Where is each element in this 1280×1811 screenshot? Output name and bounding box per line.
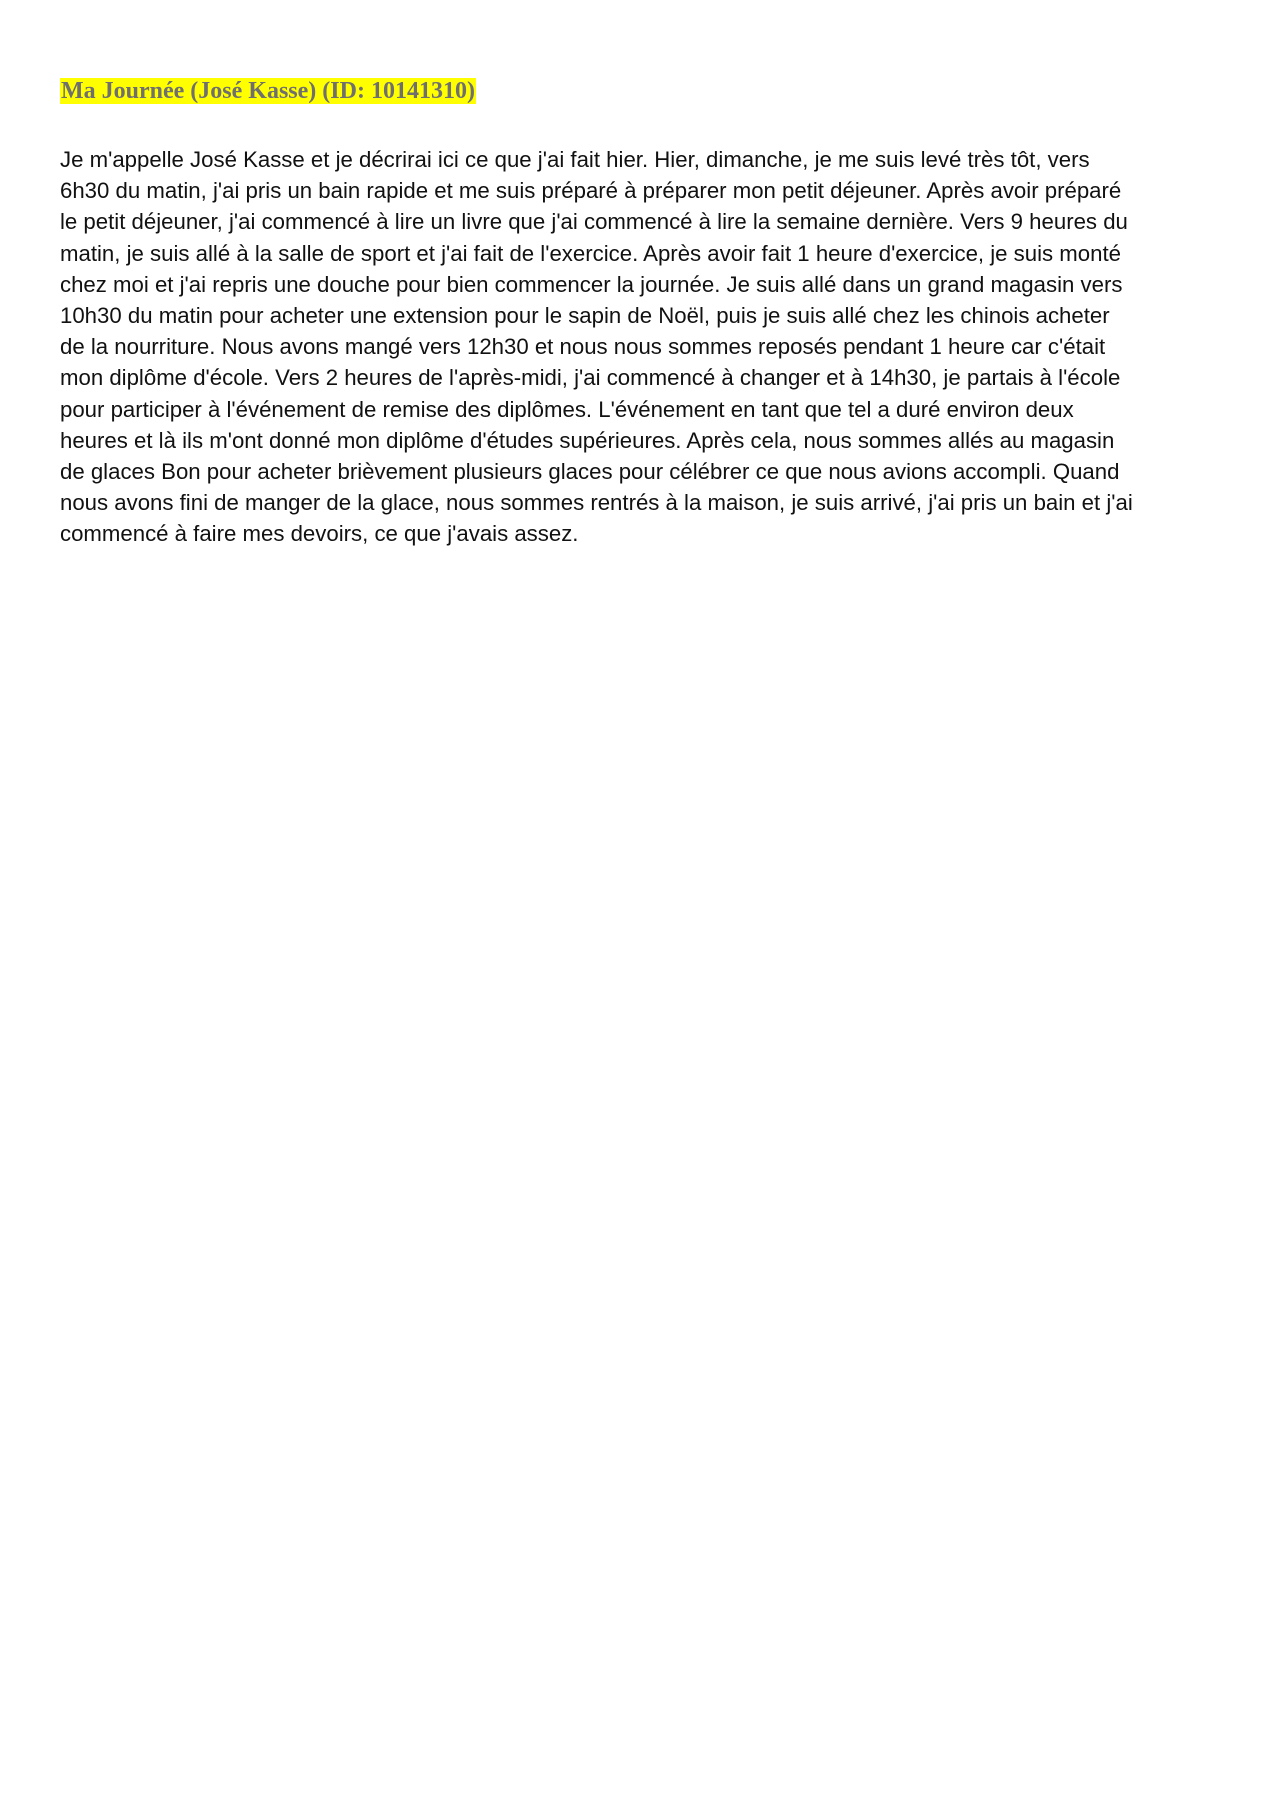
document-title: [60, 76, 476, 106]
body-line: mon diplôme d'école. Vers 2 heures de l'après-midi, j'ai commencé à changer et à 14h30, je partais à l'école: [60, 365, 1121, 391]
body-line: matin, je suis allé à la salle de sport et j'ai fait de l'exercice. Après avoir fait 1 heure d'exercice, je suis monté: [60, 240, 1121, 266]
body-line: le petit déjeuner, j'ai commencé à lire un livre que j'ai commencé à lire la semaine dernière. Vers 9 heures du: [60, 209, 1128, 235]
body-line: chez moi et j'ai repris une douche pour bien commencer la journée. Je suis allé dans un grand magasin vers: [60, 271, 1123, 297]
body-line: de glaces Bon pour acheter brièvement plusieurs glaces pour célébrer ce que nous avions accompli. Quand: [60, 459, 1120, 485]
document-body: [60, 144, 1235, 550]
body-line: Je m'appelle José Kasse et je décrirai ici ce que j'ai fait hier. Hier, dimanche, je me suis levé très tôt, vers: [60, 147, 1090, 172]
body-line: heures et là ils m'ont donné mon diplôme d'études supérieures. Après cela, nous sommes allés au magasin: [60, 427, 1115, 453]
title-highlight: Ma Journée (José Kasse) (ID: 10141310): [61, 78, 475, 104]
body-line: nous avons fini de manger de la glace, nous sommes rentrés à la maison, je suis arrivé, j'ai pris un bain et j'ai: [60, 490, 1133, 516]
body-line: 10h30 du matin pour acheter une extension pour le sapin de Noël, puis je suis allé chez les chinois acheter: [60, 303, 1110, 329]
body-line: commencé à faire mes devoirs, ce que j'avais assez.: [60, 521, 579, 547]
body-line: pour participer à l'événement de remise des diplômes. L'événement en tant que tel a duré environ deux: [60, 396, 1074, 422]
body-line: 6h30 du matin, j'ai pris un bain rapide et me suis préparé à préparer mon petit déjeuner. Après avoir préparé: [60, 178, 1122, 204]
body-line: de la nourriture. Nous avons mangé vers 12h30 et nous nous sommes reposés pendant 1 heure car c'était: [60, 334, 1106, 360]
